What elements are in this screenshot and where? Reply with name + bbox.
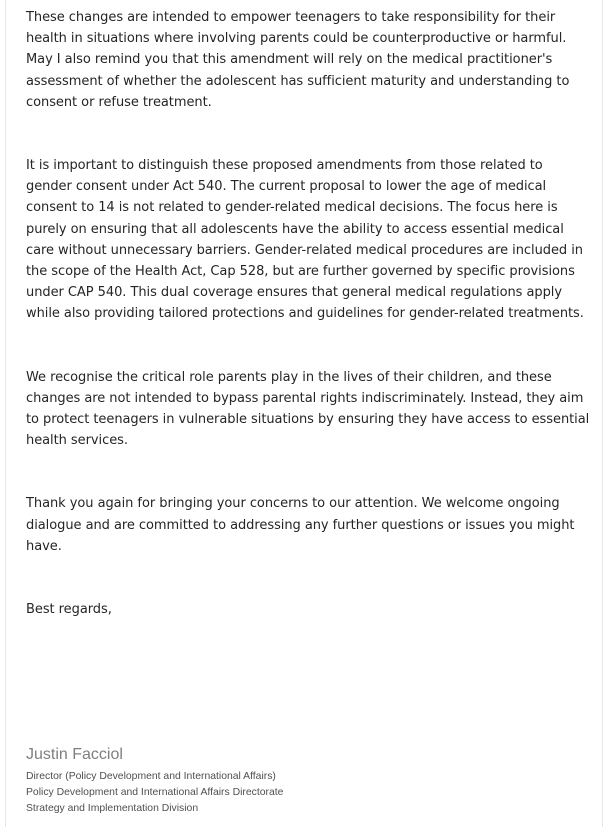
paragraph-parental-role: We recognise the critical role parents play in the lives of their children, and these changes are not intended to bypass parental rights indiscriminately. Instead, they aim to protect teenagers in vulnerable situations by ensuring they have access to essential health services. bbox=[26, 369, 590, 449]
letter-content bbox=[26, 7, 592, 620]
signature-title: Director (Policy Development and International Affairs) bbox=[26, 771, 276, 782]
signature-division: Strategy and Implementation Division bbox=[26, 803, 199, 814]
paragraph-gender-consent-distinction: It is important to distinguish these proposed amendments from those related to gender consent under Act 540. The current proposal to lower the age of medical consent to 14 is not related to gender-related medical decisions. The focus here is purely on ensuring that all adolescents have the ability to access essential medical care without unnecessary barriers. Gender-related medical procedures are included in the scope of the Health Act, Cap 528, but are further governed by specific provisions under CAP 540. This dual coverage ensures that general medical regulations apply while also providing tailored protections and guidelines for gender-related treatments. bbox=[26, 158, 584, 322]
closing-salutation: Best regards, bbox=[26, 602, 112, 618]
paragraph-empower-teenagers: These changes are intended to empower teenagers to take responsibility for their health in situations where involving parents could be counterproductive or harmful. May I also remind you that this amendment will rely on the medical practitioner's assessment of whether the adolescent has sufficient maturity and understanding to consent or refuse treatment. bbox=[26, 10, 570, 110]
signature-directorate: Policy Development and International Affairs Directorate bbox=[26, 787, 284, 798]
email-body bbox=[5, 0, 603, 827]
paragraph-thank-you: Thank you again for bringing your concerns to our attention. We welcome ongoing dialogue and are committed to addressing any further questions or issues you might have. bbox=[26, 496, 575, 554]
email-signature bbox=[26, 744, 592, 817]
signature-name: Justin Facciol bbox=[26, 746, 123, 763]
